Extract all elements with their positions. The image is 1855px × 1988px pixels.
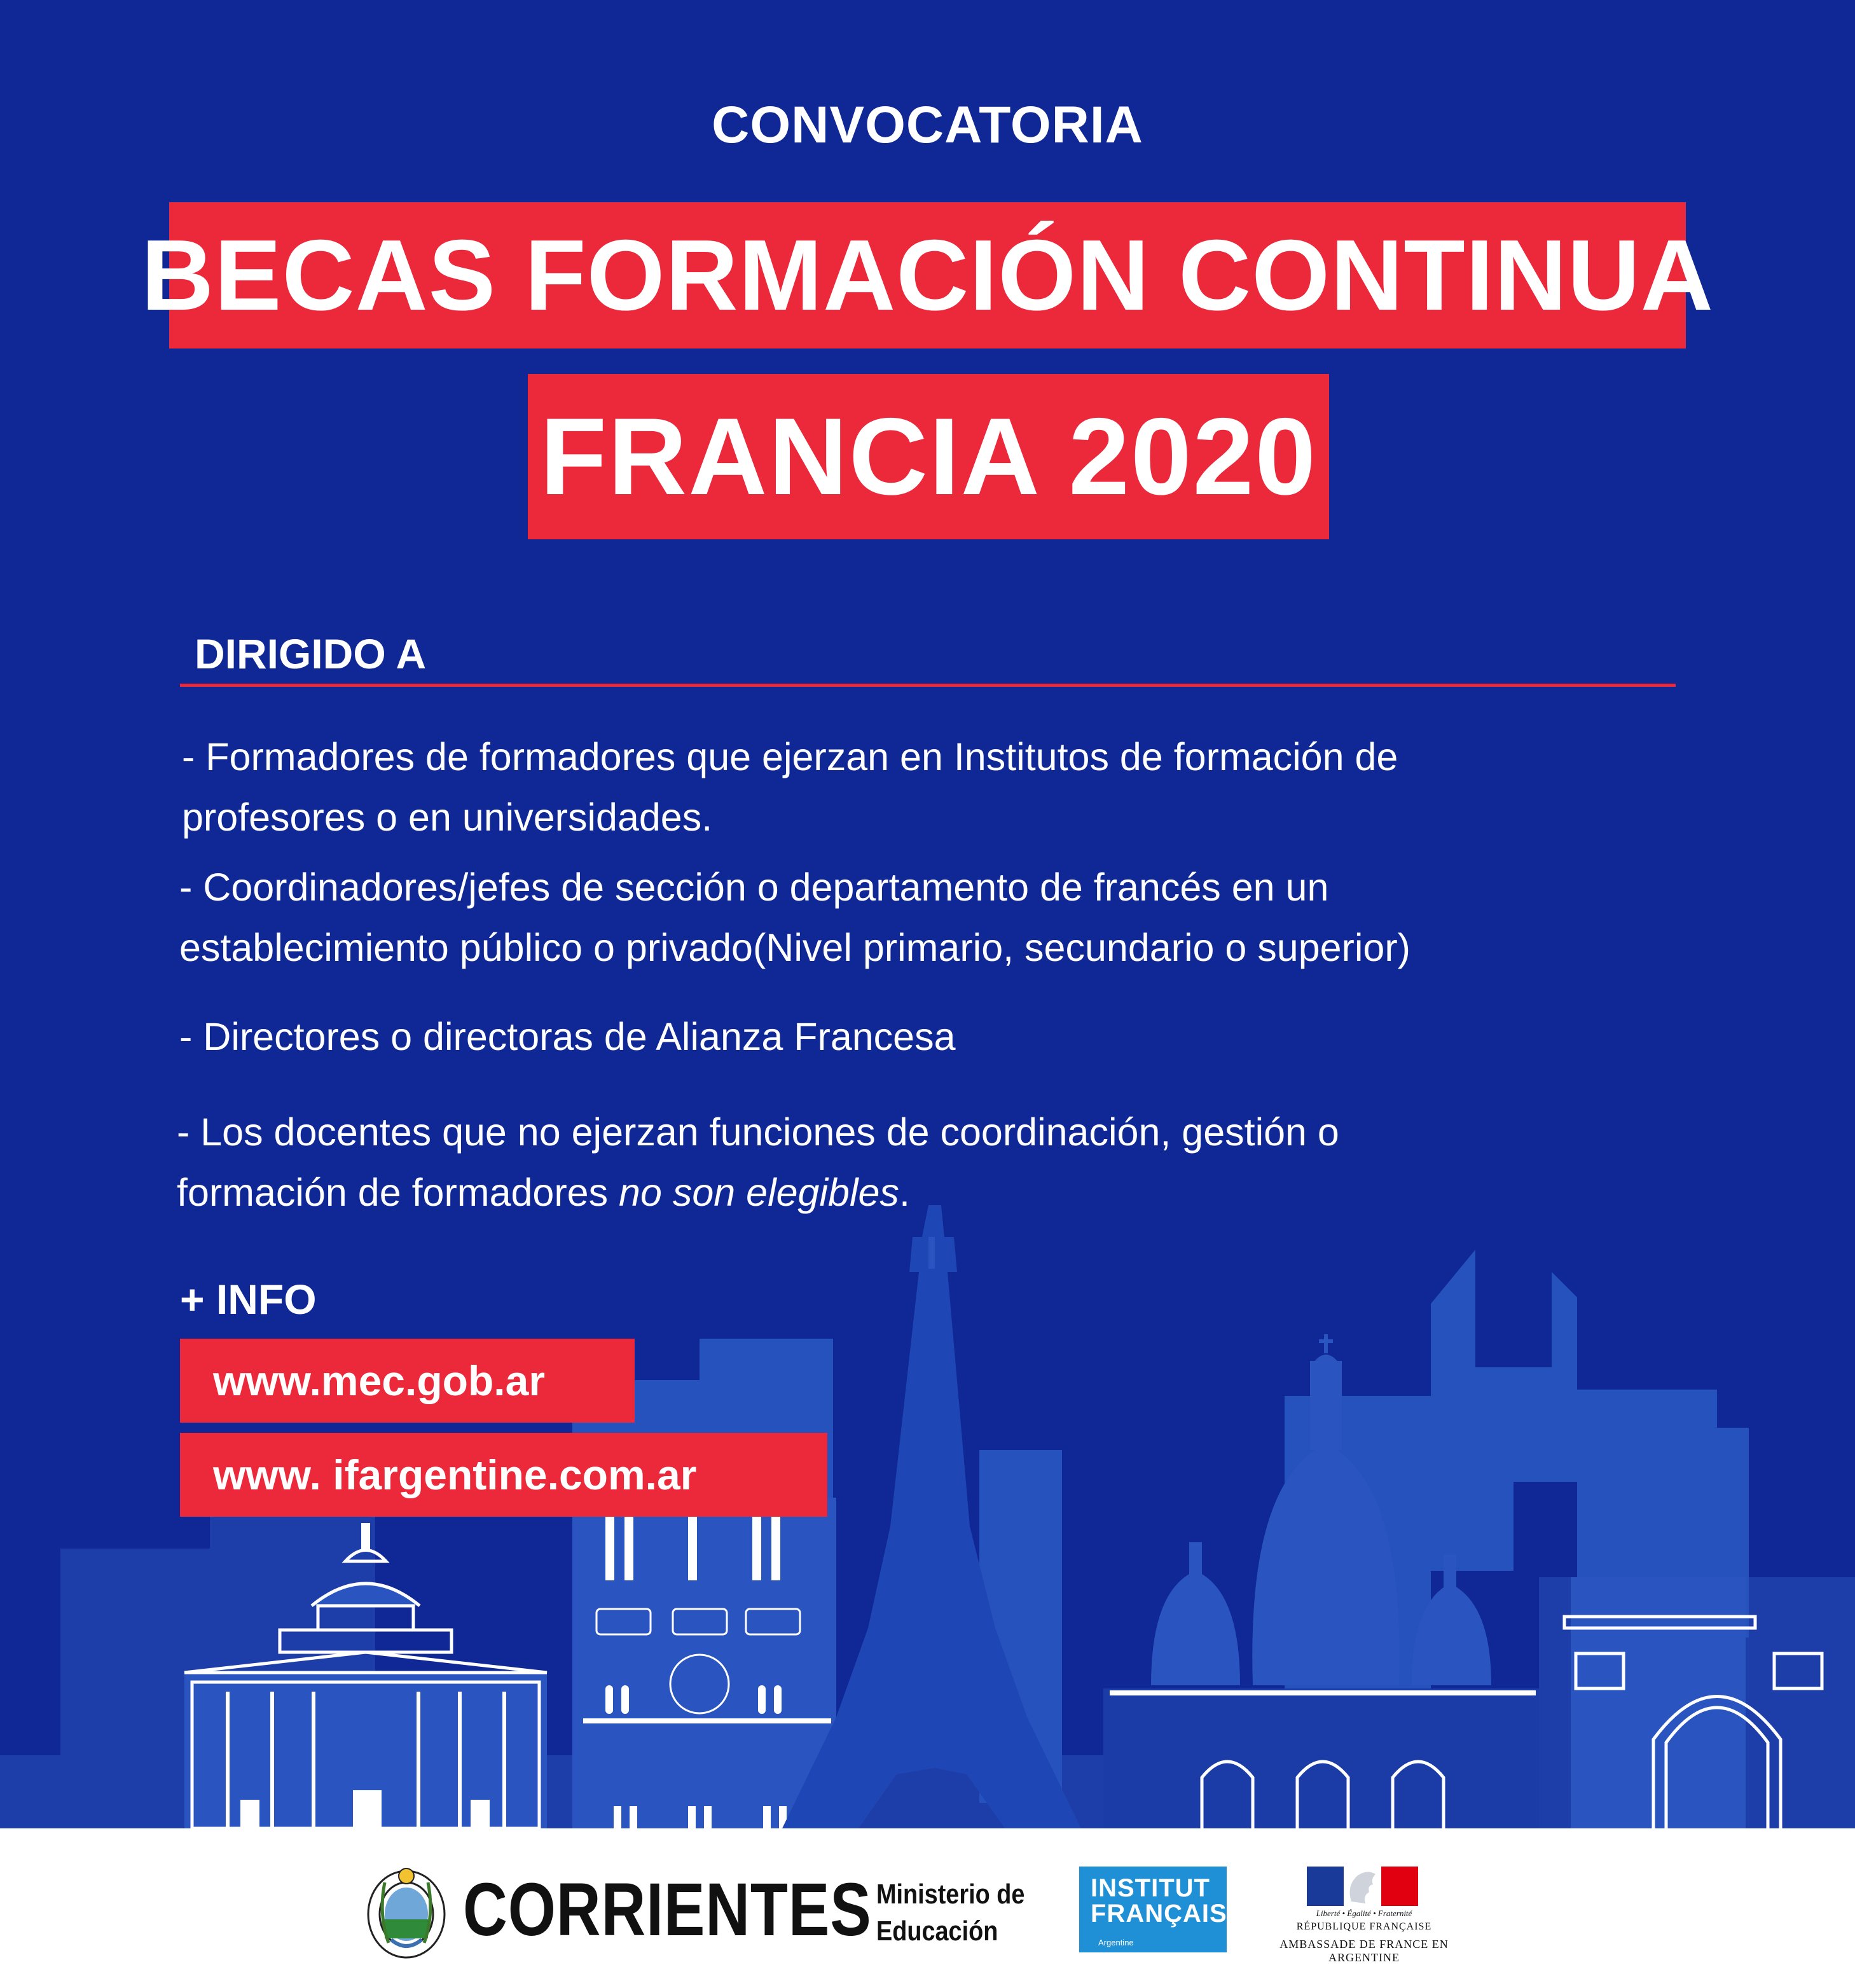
republique-francaise-logo	[1253, 1867, 1475, 1962]
audience-item-4-emphasis: no son elegibles	[619, 1171, 899, 1214]
rf-embassy: AMBASSADE DE FRANCE EN ARGENTINE	[1279, 1938, 1449, 1964]
ministry-line1: Ministerio de	[876, 1879, 1025, 1910]
rf-motto: Liberté • Égalité • Fraternité	[1316, 1909, 1412, 1918]
audience-item-4-end: .	[899, 1171, 910, 1214]
audience-item-4-line1: - Los docentes que no ejerzan funciones de coordinación, gestión o	[177, 1110, 1339, 1154]
audience-item-2	[179, 857, 1410, 978]
audience-item-4-line2	[177, 1163, 1339, 1223]
ministry-label	[876, 1876, 1024, 1950]
audience-item-1-line1: - Formadores de formadores que ejerzan en Institutos de formación de	[182, 735, 1398, 778]
audience-item-3-line1: - Directores o directoras de Alianza Francesa	[179, 1015, 956, 1058]
title-banner-line2: FRANCIA 2020	[528, 374, 1329, 539]
audience-item-4	[177, 1102, 1339, 1223]
link-mec[interactable]: www.mec.gob.ar	[180, 1339, 635, 1423]
link-ifargentine[interactable]: www. ifargentine.com.ar	[180, 1433, 827, 1517]
marianne-flag-icon	[1307, 1867, 1418, 1906]
audience-item-1	[182, 727, 1398, 848]
info-label: + INFO	[180, 1276, 317, 1323]
rf-republic: RÉPUBLIQUE FRANÇAISE	[1296, 1921, 1432, 1932]
sponsor-footer	[0, 1828, 1855, 1988]
audience-item-4-text: formación de formadores	[177, 1171, 619, 1214]
title-banner-line1: BECAS FORMACIÓN CONTINUA	[169, 202, 1686, 349]
corrientes-wordmark: CORRIENTES	[463, 1868, 872, 1952]
corrientes-seal-logo	[366, 1863, 447, 1960]
section-divider	[180, 684, 1676, 687]
audience-item-2-line1: - Coordinadores/jefes de sección o departamento de francés en un	[179, 866, 1329, 909]
institut-line2: FRANÇAIS	[1091, 1900, 1227, 1928]
ministry-line2: Educación	[876, 1916, 998, 1947]
institut-line1: INSTITUT	[1091, 1874, 1210, 1902]
audience-item-3	[179, 1007, 956, 1067]
institut-francais-logo	[1079, 1867, 1227, 1952]
audience-heading: DIRIGIDO A	[195, 630, 427, 677]
audience-item-1-line2: profesores o en universidades.	[182, 796, 713, 839]
audience-item-2-line2: establecimiento público o privado(Nivel primario, secundario o superior)	[179, 926, 1410, 969]
kicker-heading: CONVOCATORIA	[712, 96, 1143, 154]
institut-sub: Argentine	[1098, 1938, 1134, 1947]
